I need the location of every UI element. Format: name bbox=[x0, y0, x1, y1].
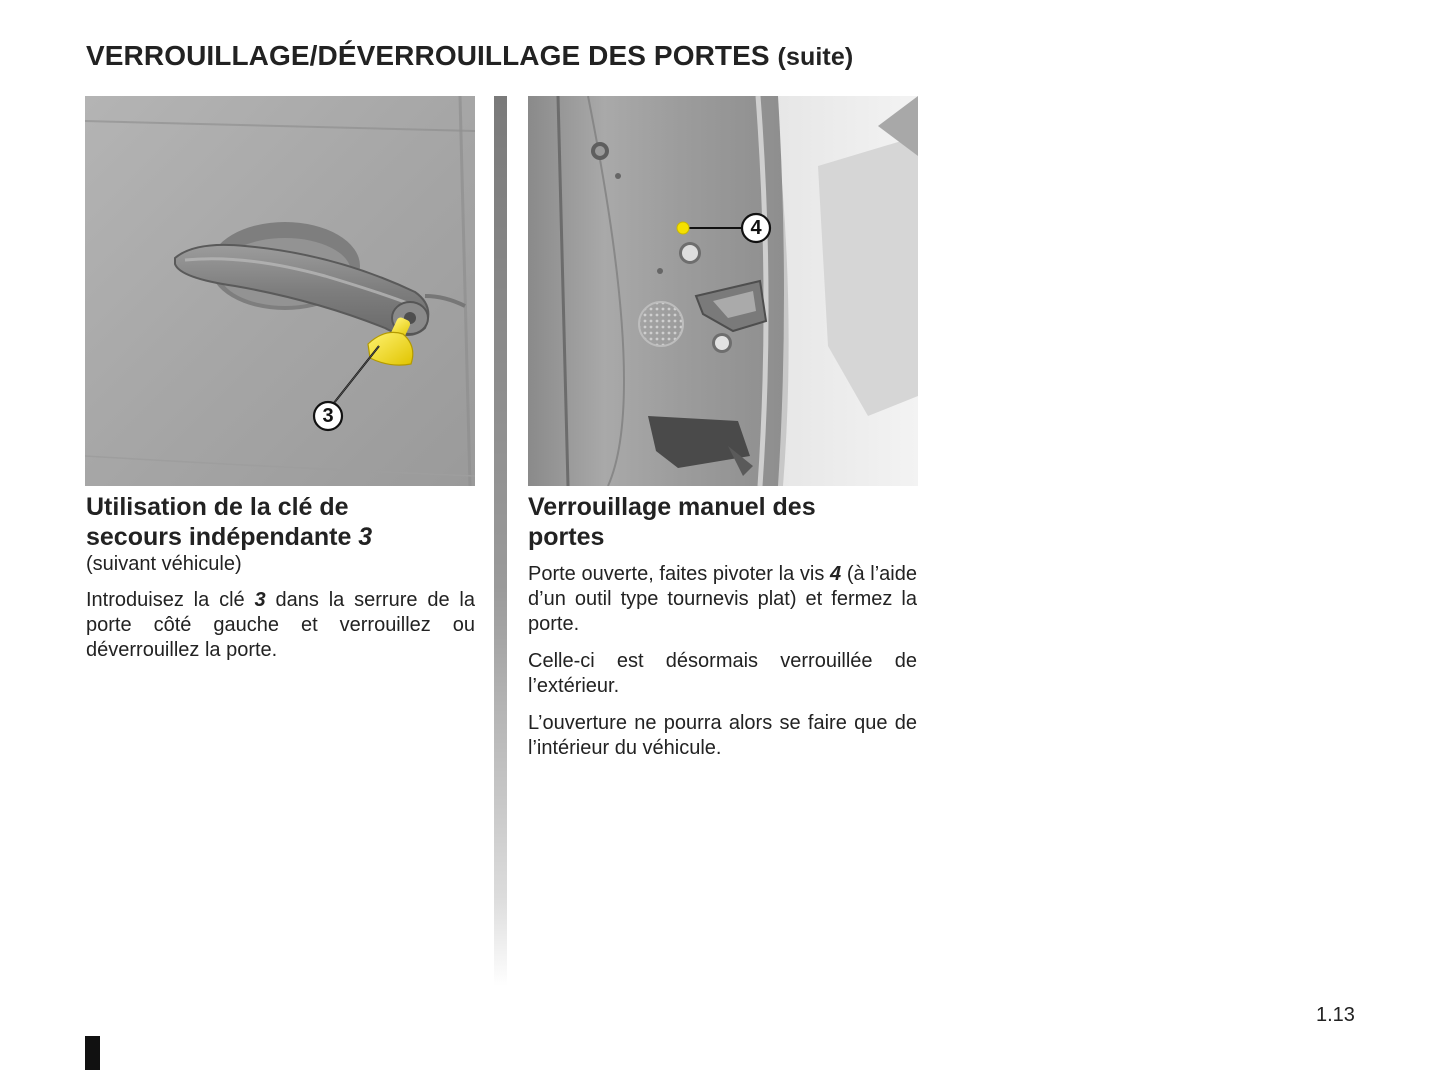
right-column bbox=[528, 492, 917, 761]
instr-key-number: 3 bbox=[254, 589, 266, 611]
page-title-main: VERROUILLAGE/DÉVERROUILLAGE DES PORTES bbox=[86, 40, 770, 71]
callout-4-label: 4 bbox=[750, 217, 762, 239]
door-handle-photo bbox=[85, 96, 475, 486]
page-title-suffix: (suite) bbox=[777, 43, 854, 71]
page-edge-mark bbox=[85, 1036, 100, 1070]
heading-key-number: 3 bbox=[358, 523, 373, 551]
manual-locking-heading bbox=[528, 492, 917, 552]
instr-part2: dans la serrure de la porte côté gauche et verrouillez ou déverrouillez la porte. bbox=[86, 589, 475, 661]
manual-locking-instructions bbox=[528, 562, 917, 637]
vehicle-note: (suivant véhicule) bbox=[86, 553, 242, 575]
manual-locking-heading-line1: Verrouillage manuel des bbox=[528, 493, 816, 521]
instr-part1: Introduisez la clé bbox=[86, 589, 255, 611]
manual-part1: Porte ouverte, faites pivoter la vis bbox=[528, 563, 831, 585]
open-from-inside-note: L’ouverture ne pourra alors se faire que de l’intérieur du véhicule. bbox=[528, 712, 917, 759]
door-lock-screw-photo bbox=[528, 96, 918, 486]
emergency-key-heading-line2: secours indépendante bbox=[86, 523, 359, 551]
callout-3-label: 3 bbox=[322, 405, 334, 427]
page-title bbox=[86, 40, 853, 72]
manual-part2: (à l’aide d’un outil type tournevis plat) et fermez la porte. bbox=[528, 563, 917, 635]
left-column bbox=[86, 492, 475, 663]
manual-screw-number: 4 bbox=[830, 563, 842, 585]
page-number: 1.13 bbox=[1316, 1004, 1355, 1026]
emergency-key-instructions bbox=[86, 588, 475, 663]
locked-from-outside-note: Celle-ci est désormais verrouillée de l’extérieur. bbox=[528, 650, 917, 697]
emergency-key-heading bbox=[86, 492, 475, 552]
manual-locking-heading-line2: portes bbox=[528, 523, 605, 551]
column-divider bbox=[494, 96, 507, 986]
emergency-key-heading-line1: Utilisation de la clé de bbox=[86, 493, 349, 521]
